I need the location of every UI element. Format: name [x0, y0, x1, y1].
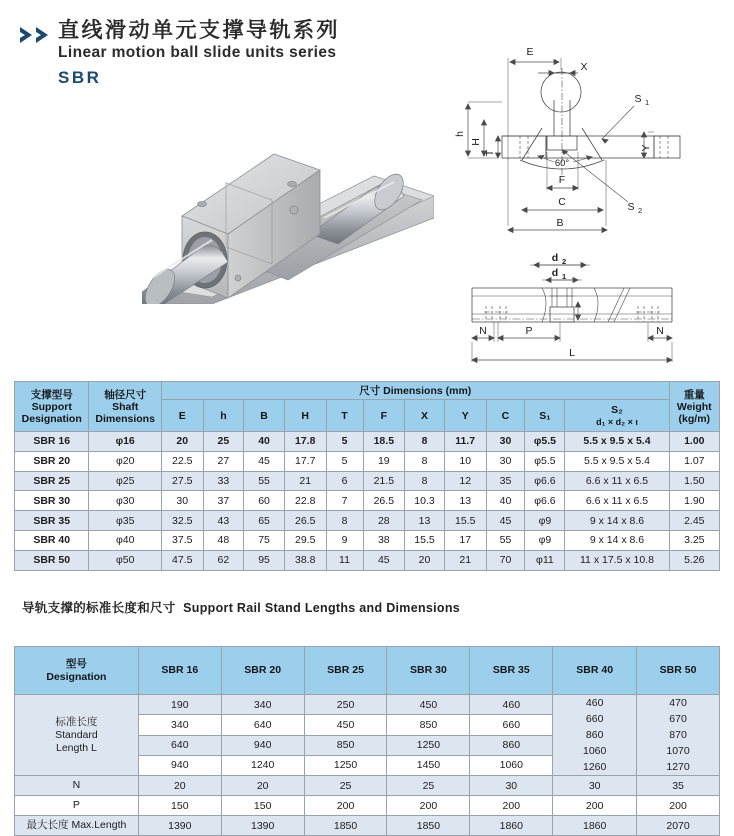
sbr40-len-5: 1260	[582, 761, 607, 773]
cell-designation: SBR 35	[15, 511, 89, 531]
th-support-cn: 支撑型号	[30, 388, 73, 401]
rail-lengths-table-body	[15, 695, 720, 836]
cell-max: 2070	[637, 816, 720, 836]
cell-n: 25	[304, 776, 387, 796]
cell-shaft: φ35	[89, 511, 162, 531]
cell-T: 5	[326, 451, 363, 471]
cell-n: 20	[221, 776, 304, 796]
cell-shaft: φ40	[89, 530, 162, 550]
cell-F: 21.5	[363, 471, 405, 491]
cell-X: 15.5	[405, 530, 445, 550]
cell-H: 21	[284, 471, 326, 491]
front-section-drawing	[442, 40, 734, 246]
cell-length: 1250	[304, 755, 387, 775]
sbr40-len-4: 1060	[582, 745, 607, 757]
svg-text:C: C	[558, 196, 566, 208]
svg-text:X: X	[580, 61, 588, 73]
cell-E: 22.5	[161, 451, 203, 471]
th-weight-en2: (kg/m)	[678, 412, 711, 425]
cell-max: 1850	[304, 816, 387, 836]
cell-T: 8	[326, 511, 363, 531]
label-standard-en1: Standard	[55, 728, 98, 741]
svg-text:h: h	[454, 131, 466, 137]
cell-length: 660	[470, 715, 553, 735]
cell-Y: 15.5	[444, 511, 486, 531]
cell-h: 43	[203, 511, 244, 531]
th-sbr40: SBR 40	[553, 647, 637, 695]
table-row	[15, 471, 720, 491]
cell-C: 45	[486, 511, 525, 531]
cell-S1: φ11	[525, 550, 565, 570]
th-H: H	[284, 400, 326, 432]
cell-sbr50-lengths	[637, 695, 720, 776]
svg-text:S: S	[627, 201, 635, 213]
cell-S1: φ6.6	[525, 471, 565, 491]
table-row	[15, 451, 720, 471]
cell-S2: 6.6 x 11 x 6.5	[565, 471, 669, 491]
cell-T: 11	[326, 550, 363, 570]
th-Y: Y	[444, 400, 486, 432]
svg-text:N: N	[656, 325, 664, 337]
cell-F: 26.5	[363, 491, 405, 511]
cell-H: 38.8	[284, 550, 326, 570]
th-B: B	[244, 400, 285, 432]
cell-H: 26.5	[284, 511, 326, 531]
cell-B: 65	[244, 511, 285, 531]
cell-h: 37	[203, 491, 244, 511]
cell-S2: 11 x 17.5 x 10.8	[565, 550, 669, 570]
rail-length-drawing	[442, 250, 734, 368]
cell-E: 47.5	[161, 550, 203, 570]
cell-H: 29.5	[284, 530, 326, 550]
sbr50-len-3: 870	[669, 729, 687, 741]
cell-B: 95	[244, 550, 285, 570]
dimensions-table	[14, 381, 720, 571]
th-support-en1: Support	[31, 400, 72, 413]
cell-max: 1390	[221, 816, 304, 836]
cell-B: 60	[244, 491, 285, 511]
cell-S2: 9 x 14 x 8.6	[565, 530, 669, 550]
th-E: E	[161, 400, 203, 432]
cell-h: 33	[203, 471, 244, 491]
svg-text:60°: 60°	[554, 158, 570, 169]
cell-maxlength-label	[15, 816, 139, 836]
cell-C: 40	[486, 491, 525, 511]
rail-lengths-table	[14, 646, 720, 836]
cell-C: 30	[486, 432, 525, 452]
cell-standard-length-label	[15, 695, 139, 776]
th-sbr50: SBR 50	[637, 647, 720, 695]
sbr40-len-2: 660	[585, 713, 604, 725]
cell-length: 190	[138, 695, 221, 715]
label-standard-en2: Length L	[55, 741, 97, 754]
th-S2	[565, 400, 669, 432]
svg-text:N: N	[479, 325, 487, 337]
cell-C: 35	[486, 471, 525, 491]
th-designation	[15, 647, 139, 695]
maxlength-en: Max.Length	[71, 819, 127, 831]
cell-p: 200	[553, 796, 637, 816]
table-row	[15, 550, 720, 570]
svg-text:2: 2	[562, 257, 567, 266]
cell-S2: 6.6 x 11 x 6.5	[565, 491, 669, 511]
caption-cn: 导轨支撑的标准长度和尺寸	[22, 601, 176, 615]
cell-weight: 3.25	[669, 530, 719, 550]
cell-p: 200	[637, 796, 720, 816]
cell-S2: 9 x 14 x 8.6	[565, 511, 669, 531]
cell-H: 17.8	[284, 432, 326, 452]
table-row	[15, 695, 720, 715]
svg-text:1: 1	[645, 98, 650, 107]
table-row	[15, 491, 720, 511]
table-row	[15, 432, 720, 452]
th-designation-cn: 型号	[65, 657, 87, 670]
cell-h: 62	[203, 550, 244, 570]
cell-X: 8	[405, 451, 445, 471]
th-sbr20: SBR 20	[221, 647, 304, 695]
th-sbr35: SBR 35	[470, 647, 553, 695]
cell-length: 1060	[470, 755, 553, 775]
svg-text:d: d	[551, 252, 559, 264]
svg-text:d: d	[551, 267, 559, 279]
cell-T: 7	[326, 491, 363, 511]
sbr50-len-2: 670	[669, 713, 687, 725]
cell-length: 860	[470, 735, 553, 755]
cell-X: 10.3	[405, 491, 445, 511]
th-designation-en: Designation	[46, 670, 107, 683]
cell-T: 9	[326, 530, 363, 550]
svg-text:Y: Y	[640, 144, 652, 152]
cell-weight: 1.50	[669, 471, 719, 491]
cell-E: 20	[161, 432, 203, 452]
cell-length: 940	[221, 735, 304, 755]
th-dimensions-group: 尺寸 Dimensions (mm)	[161, 382, 669, 400]
page-title-en: Linear motion ball slide units series	[58, 44, 337, 61]
cell-p: 150	[138, 796, 221, 816]
table-row	[15, 816, 720, 836]
cell-H: 22.8	[284, 491, 326, 511]
sbr50-len-5: 1270	[666, 761, 690, 773]
cell-weight: 5.26	[669, 550, 719, 570]
dimensions-table-body	[15, 432, 720, 571]
table-row	[15, 511, 720, 531]
th-shaft-en1: Shaft	[112, 400, 139, 413]
cell-n: 30	[553, 776, 637, 796]
cell-designation: SBR 40	[15, 530, 89, 550]
svg-text:B: B	[556, 217, 564, 229]
cell-length: 850	[304, 735, 387, 755]
page-model-label: SBR	[58, 68, 102, 87]
cell-weight: 2.45	[669, 511, 719, 531]
cell-shaft: φ30	[89, 491, 162, 511]
cell-n-label: N	[15, 776, 139, 796]
cell-S1: φ5.5	[525, 432, 565, 452]
cell-n: 20	[138, 776, 221, 796]
cell-S2: 5.5 x 9.5 x 5.4	[565, 432, 669, 452]
th-shaft-en2: Dimensions	[95, 412, 155, 425]
cell-C: 30	[486, 451, 525, 471]
table-row	[15, 530, 720, 550]
cell-length: 1250	[387, 735, 470, 755]
cell-length: 460	[470, 695, 553, 715]
cell-E: 27.5	[161, 471, 203, 491]
cell-max: 1860	[470, 816, 553, 836]
cell-shaft: φ20	[89, 451, 162, 471]
cell-length: 450	[387, 695, 470, 715]
cell-length: 640	[138, 735, 221, 755]
cell-designation: SBR 25	[15, 471, 89, 491]
cell-p: 200	[470, 796, 553, 816]
cell-designation: SBR 30	[15, 491, 89, 511]
cell-F: 38	[363, 530, 405, 550]
page-header	[0, 0, 430, 92]
cell-length: 450	[304, 715, 387, 735]
cell-n: 25	[387, 776, 470, 796]
cell-C: 55	[486, 530, 525, 550]
caption-en: Support Rail Stand Lengths and Dimensions	[183, 601, 461, 615]
cell-Y: 13	[444, 491, 486, 511]
cell-S1: φ9	[525, 511, 565, 531]
cell-E: 30	[161, 491, 203, 511]
cell-B: 40	[244, 432, 285, 452]
cell-B: 75	[244, 530, 285, 550]
table-row	[15, 776, 720, 796]
cell-Y: 21	[444, 550, 486, 570]
cell-p: 200	[304, 796, 387, 816]
svg-text:P: P	[525, 325, 533, 337]
cell-S1: φ6.6	[525, 491, 565, 511]
cell-Y: 17	[444, 530, 486, 550]
th-X: X	[405, 400, 445, 432]
cell-H: 17.7	[284, 451, 326, 471]
cell-p-label: P	[15, 796, 139, 816]
sbr40-len-3: 860	[585, 729, 604, 741]
page-title-cn: 直线滑动单元支撑导轨系列	[58, 19, 340, 42]
cell-h: 25	[203, 432, 244, 452]
cell-max: 1860	[553, 816, 637, 836]
table-row	[15, 796, 720, 816]
cell-S1: φ5.5	[525, 451, 565, 471]
cell-p: 150	[221, 796, 304, 816]
th-weight-en1: Weight	[676, 400, 712, 413]
svg-text:F: F	[558, 174, 566, 186]
sbr50-len-1: 470	[669, 697, 687, 709]
cell-max: 1850	[387, 816, 470, 836]
cell-designation: SBR 50	[15, 550, 89, 570]
th-S2-main: S₂	[611, 403, 623, 416]
th-shaft-cn: 轴径尺寸	[104, 388, 147, 401]
cell-S1: φ9	[525, 530, 565, 550]
cell-weight: 1.07	[669, 451, 719, 471]
th-sbr16: SBR 16	[138, 647, 221, 695]
cell-B: 45	[244, 451, 285, 471]
cell-X: 8	[405, 432, 445, 452]
th-sbr25: SBR 25	[304, 647, 387, 695]
rail-lengths-table-wrapper	[14, 646, 720, 836]
label-standard-cn: 标准长度	[55, 715, 98, 728]
cell-F: 28	[363, 511, 405, 531]
rail-lengths-caption	[22, 598, 460, 616]
cell-designation: SBR 16	[15, 432, 89, 452]
cell-F: 45	[363, 550, 405, 570]
th-shaft-dimensions	[89, 382, 162, 432]
svg-text:E: E	[526, 46, 534, 58]
th-T: T	[326, 400, 363, 432]
cell-length: 250	[304, 695, 387, 715]
maxlength-cn: 最大长度	[26, 819, 69, 831]
cell-E: 32.5	[161, 511, 203, 531]
cell-length: 640	[221, 715, 304, 735]
cell-F: 19	[363, 451, 405, 471]
svg-text:1: 1	[562, 272, 567, 281]
cell-length: 340	[221, 695, 304, 715]
cell-shaft: φ50	[89, 550, 162, 570]
cell-max: 1390	[138, 816, 221, 836]
cell-weight: 1.00	[669, 432, 719, 452]
th-weight-cn: 重量	[683, 388, 705, 401]
th-F: F	[363, 400, 405, 432]
th-support-en2: Designation	[21, 412, 82, 425]
cell-Y: 10	[444, 451, 486, 471]
cell-weight: 1.90	[669, 491, 719, 511]
cell-shaft: φ25	[89, 471, 162, 491]
cell-p: 200	[387, 796, 470, 816]
cell-h: 27	[203, 451, 244, 471]
svg-text:H: H	[470, 138, 482, 146]
cell-shaft: φ16	[89, 432, 162, 452]
th-support-designation	[15, 382, 89, 432]
cell-length: 850	[387, 715, 470, 735]
svg-text:2: 2	[638, 206, 643, 215]
th-C: C	[486, 400, 525, 432]
th-S2-note: d₁ × d₂ × ι	[596, 416, 638, 427]
svg-text:S: S	[634, 93, 642, 105]
cell-E: 37.5	[161, 530, 203, 550]
cell-F: 18.5	[363, 432, 405, 452]
th-h: h	[203, 400, 244, 432]
cell-sbr40-lengths	[553, 695, 637, 776]
cell-n: 35	[637, 776, 720, 796]
svg-text:T: T	[484, 149, 496, 157]
cell-Y: 12	[444, 471, 486, 491]
svg-text:L: L	[569, 347, 575, 359]
cell-T: 6	[326, 471, 363, 491]
cell-S2: 5.5 x 9.5 x 5.4	[565, 451, 669, 471]
cell-designation: SBR 20	[15, 451, 89, 471]
cell-n: 30	[470, 776, 553, 796]
cell-C: 70	[486, 550, 525, 570]
cell-X: 13	[405, 511, 445, 531]
sbr40-len-1: 460	[585, 697, 604, 709]
cell-B: 55	[244, 471, 285, 491]
cell-h: 48	[203, 530, 244, 550]
th-sbr30: SBR 30	[387, 647, 470, 695]
sbr50-len-4: 1070	[666, 745, 690, 757]
cell-length: 340	[138, 715, 221, 735]
cell-T: 5	[326, 432, 363, 452]
cell-length: 1450	[387, 755, 470, 775]
cell-length: 1240	[221, 755, 304, 775]
th-S1: S₁	[525, 400, 565, 432]
dimensions-table-wrapper	[14, 381, 720, 571]
cell-length: 940	[138, 755, 221, 775]
cell-Y: 11.7	[444, 432, 486, 452]
cell-X: 8	[405, 471, 445, 491]
cell-X: 20	[405, 550, 445, 570]
th-weight	[669, 382, 719, 432]
product-photo	[142, 92, 434, 304]
